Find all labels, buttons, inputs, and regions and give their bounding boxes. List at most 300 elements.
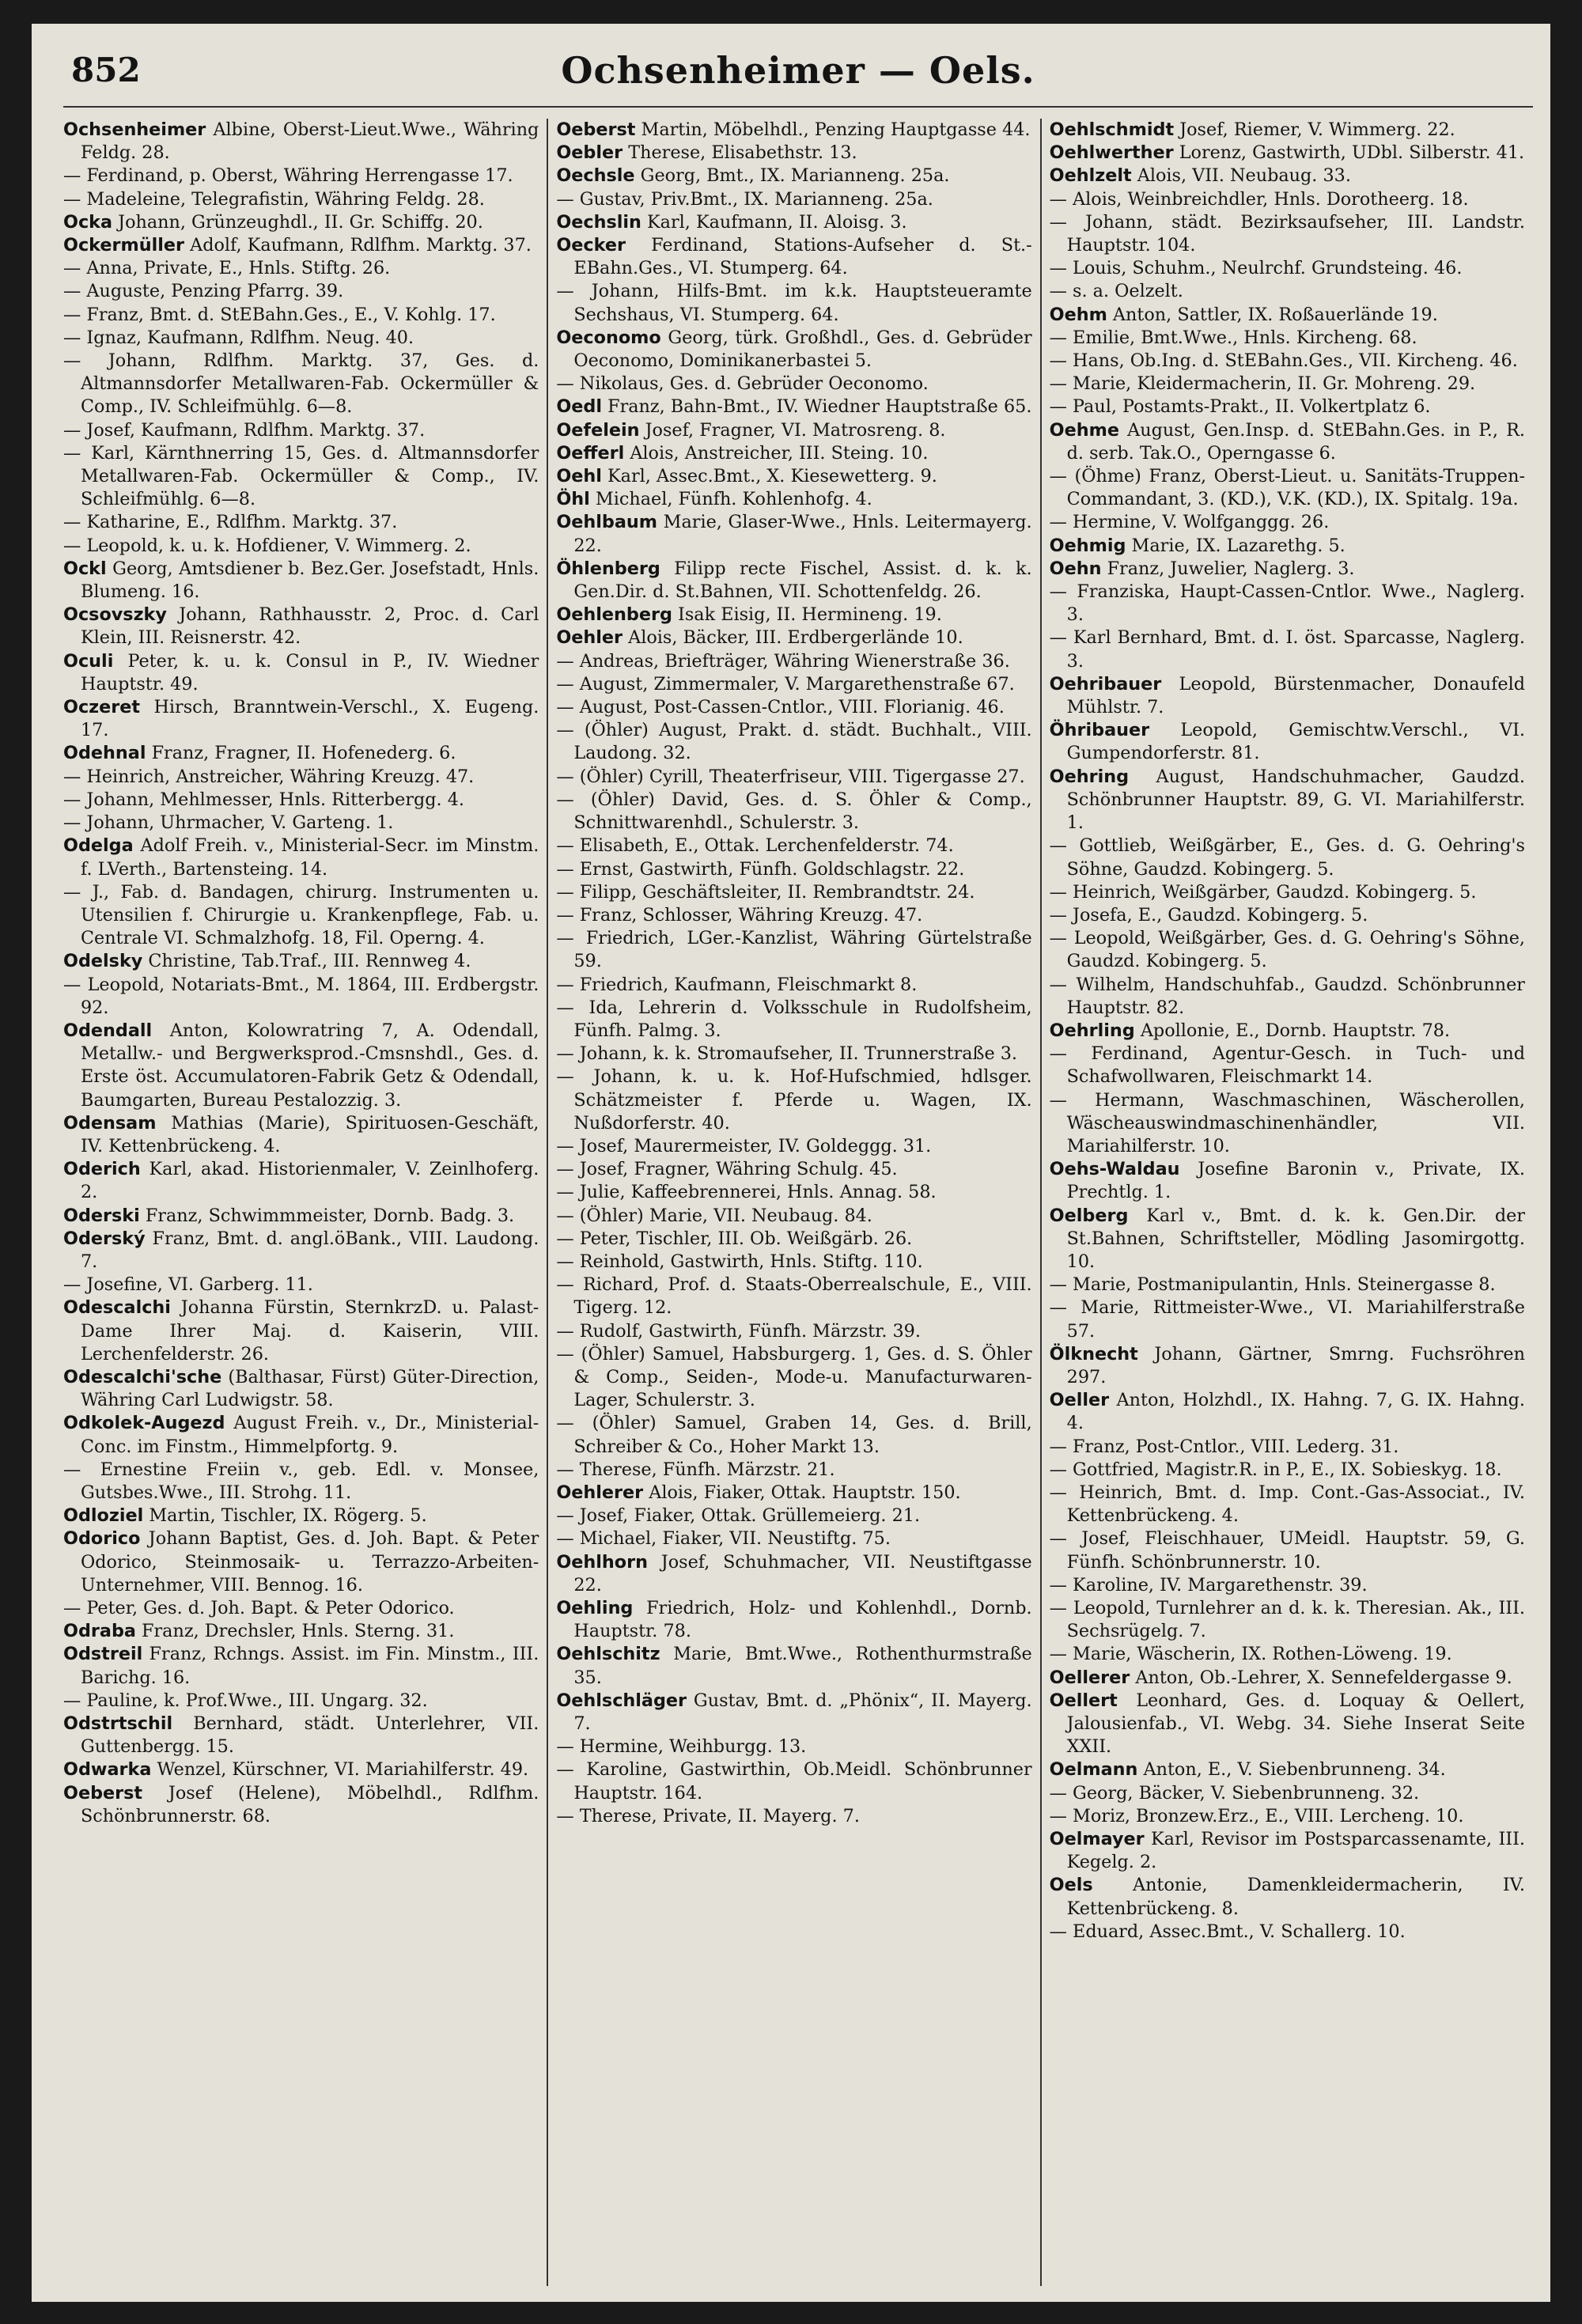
directory-entry [556, 1527, 1031, 1550]
entry-surname: Odehnal [63, 743, 146, 764]
entry-surname: Oeconomo [556, 327, 661, 348]
directory-entry [63, 1020, 539, 1112]
entry-details: Gustav, Bmt. d. „Phönix“, II. Mayerg. 7. [573, 1690, 1032, 1735]
entry-surname: Öhribauer [1049, 720, 1150, 741]
directory-entry [1050, 119, 1525, 142]
directory-entry [1050, 1389, 1525, 1435]
directory-entry [63, 812, 539, 835]
directory-entry [63, 1643, 539, 1689]
entry-surname: Oecker [556, 235, 626, 256]
entry-details: — Josef, Fleischhauer, UMeidl. Hauptstr. 59, G. Fünfh. Schönbrunnerstr. 10. [1049, 1528, 1525, 1573]
columns [63, 119, 1533, 2286]
directory-entry [556, 997, 1031, 1043]
entry-details: — Andreas, Briefträger, Währing Wienerstraße 36. [556, 650, 1010, 672]
entry-details: August, Gen.Insp. d. StEBahn.Ges. in P., R. d. serb. Tak.O., Operngasse 6. [1066, 419, 1525, 464]
entry-details: — Franz, Schlosser, Währing Kreuzg. 47. [556, 904, 923, 925]
entry-surname: Oehn [1049, 558, 1102, 579]
entry-details: — Hans, Ob.Ing. d. StEBahn.Ges., VII. Kircheng. 46. [1049, 350, 1518, 372]
entry-details: Georg, Amtsdiener b. Bez.Ger. Josefstadt, Hnls. Blumeng. 16. [81, 558, 539, 603]
entry-details: — Richard, Prof. d. Staats-Oberrealschule, E., VIII. Tigerg. 12. [556, 1274, 1032, 1319]
entry-details: — Friedrich, Kaufmann, Fleischmarkt 8. [556, 974, 918, 995]
entry-details: August Freih. v., Dr., Ministerial-Conc. im Finstm., Himmelpfortg. 9. [81, 1413, 539, 1457]
entry-details: Josefine Baronin v., Private, IX. Prechtlg. 1. [1066, 1159, 1525, 1203]
entry-details: — J., Fab. d. Bandagen, chirurg. Instrumenten u. Utensilien f. Chirurgie u. Krankenpflege, Fab. u. Centrale VI. Schmalzhofg. 18, Fil. Operng. 4. [63, 881, 539, 949]
directory-entry [556, 1343, 1031, 1413]
directory-entry [63, 1620, 539, 1643]
entry-details: Josef, Fragner, VI. Matrosreng. 8. [639, 419, 946, 441]
entry-surname: Odstrtschil [63, 1713, 173, 1735]
page-number: 852 [71, 51, 141, 89]
directory-entry [1050, 1459, 1525, 1482]
directory-entry [63, 1296, 539, 1366]
entry-surname: Oehribauer [1049, 673, 1162, 695]
directory-entry [556, 1505, 1031, 1527]
entry-details: — Marie, Wäscherin, IX. Rothen-Löweng. 19. [1049, 1644, 1452, 1665]
entry-surname: Oehring [1049, 766, 1130, 787]
entry-surname: Oehlschmidt [1049, 119, 1175, 140]
entry-surname: Odelga [63, 835, 134, 857]
entry-surname: Oels [1049, 1875, 1093, 1896]
entry-details: Franz, Fragner, II. Hofenederg. 6. [146, 743, 456, 764]
entry-details: Anton, Ob.-Lehrer, X. Sennefeldergasse 9. [1130, 1667, 1512, 1688]
directory-entry [556, 327, 1031, 373]
entry-details: Johanna Fürstin, SternkrzD. u. Palast-Dame Ihrer Maj. d. Kaiserin, VIII. Lerchenfelderstr. 26. [81, 1297, 539, 1364]
entry-surname: Oderich [63, 1159, 141, 1180]
entry-surname: Oeller [1049, 1390, 1110, 1411]
directory-entry [556, 419, 1031, 442]
directory-entry [556, 1690, 1031, 1735]
entry-details: Friedrich, Holz- und Kohlenhdl., Dornb. Hauptstr. 78. [573, 1598, 1032, 1642]
entry-details: Marie, IX. Lazarethg. 5. [1126, 535, 1345, 556]
entry-surname: Oehm [1049, 304, 1107, 325]
directory-entry [556, 626, 1031, 649]
directory-entry [556, 465, 1031, 488]
entry-details: — s. a. Oelzelt. [1049, 281, 1183, 302]
directory-entry [556, 974, 1031, 997]
directory-entry [1050, 1643, 1525, 1666]
directory-entry [63, 604, 539, 649]
entry-details: Isak Eisig, II. Hermineng. 19. [672, 604, 942, 626]
directory-entry [1050, 465, 1525, 511]
entry-surname: Oehling [556, 1598, 634, 1618]
directory-entry [556, 789, 1031, 835]
entry-details: Hirsch, Branntwein-Verschl., X. Eugeng. 17. [81, 697, 539, 741]
entry-details: — Heinrich, Anstreicher, Währing Kreuzg. 47. [63, 766, 475, 787]
entry-surname: Odendall [63, 1020, 153, 1041]
directory-entry [1050, 626, 1525, 672]
entry-details: — Heinrich, Weißgärber, Gaudzd. Kobingerg. 5. [1049, 881, 1477, 903]
directory-entry [63, 766, 539, 789]
entry-details: Johann Baptist, Ges. d. Joh. Bapt. & Peter Odorico, Steinmosaik- u. Terrazzo-Arbeiten-Unternehmer, VIII. Bennog. 16. [81, 1528, 539, 1595]
entry-surname: Oefferl [556, 442, 625, 464]
entry-details: — Paul, Postamts-Prakt., II. Volkertplatz 6. [1049, 396, 1431, 418]
entry-details: — Johann, Hilfs-Bmt. im k.k. Hauptsteueramte Sechshaus, VI. Stumperg. 64. [556, 281, 1032, 325]
entry-surname: Odraba [63, 1621, 136, 1642]
entry-surname: Öhl [556, 489, 590, 510]
entry-details: — Josef, Fragner, Währing Schulg. 45. [556, 1159, 898, 1180]
entry-details: — Leopold, k. u. k. Hofdiener, V. Wimmerg. 2. [63, 535, 471, 556]
entry-surname: Öhlenberg [556, 558, 660, 579]
directory-entry [63, 304, 539, 327]
directory-entry [556, 604, 1031, 626]
entry-details: — Franz, Bmt. d. StEBahn.Ges., E., V. Kohlg. 17. [63, 304, 496, 325]
directory-entry [63, 1690, 539, 1713]
entry-details: Franz, Rchngs. Assist. im Fin. Minstm., III. Barichg. 16. [81, 1644, 539, 1688]
entry-details: — Peter, Ges. d. Joh. Bapt. & Peter Odorico. [63, 1598, 455, 1618]
directory-entry [63, 119, 539, 165]
entry-details: — Johann, Uhrmacher, V. Garteng. 1. [63, 812, 394, 834]
directory-entry [556, 1158, 1031, 1181]
directory-entry [556, 1320, 1031, 1343]
directory-entry [63, 835, 539, 880]
directory-entry [63, 1713, 539, 1758]
directory-entry [63, 1505, 539, 1527]
directory-entry [556, 1043, 1031, 1065]
directory-entry [1050, 1574, 1525, 1597]
directory-entry [1050, 904, 1525, 927]
directory-entry [1050, 581, 1525, 626]
directory-entry [1050, 1921, 1525, 1944]
entry-details: — Hermine, V. Wolfganggg. 26. [1049, 512, 1330, 533]
entry-details: — Johann, k. k. Stromaufseher, II. Trunnerstraße 3. [556, 1043, 1017, 1065]
entry-details: — Katharine, E., Rdlfhm. Marktg. 37. [63, 512, 398, 533]
entry-details: — Rudolf, Gastwirth, Fünfh. Märzstr. 39. [556, 1320, 921, 1342]
directory-entry [556, 650, 1031, 673]
entry-details: (Balthasar, Fürst) Güter-Direction, Währing Carl Ludwigstr. 58. [81, 1366, 539, 1411]
directory-page [32, 24, 1550, 2302]
directory-entry [556, 1643, 1031, 1689]
entry-details: Anton, Kolowratring 7, A. Odendall, Metallw.- und Bergwerksprod.-Cmsnshdl., Ges. d. Erste öst. Accumulatoren-Fabrik Getz & Odendall, Baumgarten, Bureau Pestalozzig. 3. [81, 1020, 539, 1111]
directory-entry [1050, 1482, 1525, 1527]
entry-details: — Hermine, Weihburgg. 13. [556, 1736, 807, 1758]
entry-details: Franz, Bmt. d. angl.öBank., VIII. Laudong. 7. [81, 1228, 539, 1272]
entry-details: — Ignaz, Kaufmann, Rdlfhm. Neug. 40. [63, 327, 414, 348]
entry-details: — Johann, k. u. k. Hof-Hufschmied, hdlsger. Schätzmeister f. Pferde u. Wagen, IX. Nußdorferstr. 40. [556, 1066, 1032, 1134]
entry-details: Apollonie, E., Dornb. Hauptstr. 78. [1134, 1020, 1451, 1041]
directory-entry [1050, 835, 1525, 880]
directory-entry [63, 165, 539, 187]
entry-details: Adolf, Kaufmann, Rdlfhm. Marktg. 37. [184, 235, 532, 256]
entry-surname: Ochsenheimer [63, 119, 206, 140]
directory-entry [1050, 719, 1525, 765]
directory-entry [556, 1065, 1031, 1135]
entry-details: — Leopold, Notariats-Bmt., M. 1864, III. Erdbergstr. 92. [63, 974, 539, 1018]
entry-surname: Oehs-Waldau [1049, 1159, 1180, 1180]
entry-surname: Oehlwerther [1049, 142, 1174, 164]
entry-details: — Alois, Weinbreichdler, Hnls. Dorotheerg. 18. [1049, 188, 1469, 210]
directory-entry [556, 442, 1031, 465]
directory-entry [63, 1366, 539, 1412]
directory-entry [1050, 1043, 1525, 1088]
entry-details: — Franz, Post-Cntlor., VIII. Lederg. 31. [1049, 1436, 1399, 1457]
entry-details: — (Öhler) Samuel, Graben 14, Ges. d. Brill, Schreiber & Co., Hoher Markt 13. [556, 1413, 1032, 1457]
directory-entry [556, 1482, 1031, 1505]
entry-details: — August, Post-Cassen-Cntlor., VIII. Florianig. 46. [556, 697, 1005, 718]
entry-details: — Marie, Postmanipulantin, Hnls. Steinergasse 8. [1049, 1274, 1496, 1296]
directory-entry [1050, 1089, 1525, 1159]
entry-details: — Friedrich, LGer.-Kanzlist, Währing Gürtelstraße 59. [556, 928, 1032, 972]
entry-surname: Oehlerer [556, 1482, 644, 1503]
entry-details: Johann, Rathhausstr. 2, Proc. d. Carl Klein, III. Reisnerstr. 42. [81, 604, 539, 649]
entry-surname: Odkolek-Augezd [63, 1413, 225, 1434]
directory-entry [63, 419, 539, 442]
entry-details: — Gottlieb, Weißgärber, E., Ges. d. G. Oehring's Söhne, Gaudzd. Kobingerg. 5. [1049, 835, 1525, 880]
directory-entry [556, 1758, 1031, 1804]
entry-details: — Julie, Kaffeebrennerei, Hnls. Annag. 58. [556, 1182, 937, 1203]
directory-entry [556, 835, 1031, 857]
directory-entry [1050, 881, 1525, 904]
directory-entry [556, 719, 1031, 765]
column-2 [547, 119, 1039, 2286]
entry-details: — Therese, Fünfh. Märzstr. 21. [556, 1459, 835, 1480]
entry-details: Franz, Juwelier, Naglerg. 3. [1101, 558, 1355, 579]
directory-entry [556, 673, 1031, 696]
directory-entry [1050, 211, 1525, 257]
entry-surname: Oderský [63, 1228, 146, 1249]
entry-details: — Johann, Rdlfhm. Marktg. 37, Ges. d. Altmannsdorfer Metallwaren-Fab. Ockermüller & Comp., IV. Schleifmühlg. 6—8. [63, 350, 539, 418]
directory-entry [63, 535, 539, 558]
directory-entry [63, 974, 539, 1020]
directory-entry [1050, 396, 1525, 418]
directory-entry [63, 1205, 539, 1228]
directory-entry [556, 142, 1031, 165]
entry-details: Alois, Fiaker, Ottak. Hauptstr. 150. [643, 1482, 961, 1503]
entry-details: — Johann, städt. Bezirksaufseher, III. Landstr. Hauptstr. 104. [1049, 211, 1525, 256]
directory-entry [1050, 1805, 1525, 1828]
directory-entry [63, 789, 539, 812]
entry-surname: Oehmig [1049, 535, 1126, 556]
entry-details: — Marie, Rittmeister-Wwe., VI. Mariahilferstraße 57. [1049, 1297, 1525, 1342]
directory-entry [63, 1112, 539, 1158]
entry-details: Karl, akad. Historienmaler, V. Zeinlhoferg. 2. [81, 1159, 539, 1203]
directory-entry [1050, 1667, 1525, 1690]
directory-entry [1050, 1828, 1525, 1874]
entry-details: Bernhard, städt. Unterlehrer, VII. Guttenbergg. 15. [81, 1713, 539, 1758]
entry-details: — Therese, Private, II. Mayerg. 7. [556, 1805, 860, 1826]
directory-entry [63, 881, 539, 951]
entry-details: Josef, Riemer, V. Wimmerg. 22. [1174, 119, 1455, 140]
entry-surname: Oechsle [556, 165, 635, 187]
directory-entry [63, 1412, 539, 1458]
entry-details: — Josef, Maurermeister, IV. Goldeggg. 31. [556, 1135, 932, 1156]
entry-details: — Nikolaus, Ges. d. Gebrüder Oeconomo. [556, 373, 929, 395]
directory-entry [556, 881, 1031, 904]
entry-surname: Oebler [556, 142, 623, 164]
directory-entry [556, 373, 1031, 396]
entry-details: Ferdinand, Stations-Aufseher d. St.-EBahn.Ges., VI. Stumperg. 64. [573, 235, 1032, 279]
directory-entry [1050, 1874, 1525, 1920]
directory-entry [63, 1158, 539, 1204]
page-header [63, 38, 1533, 108]
directory-entry [556, 165, 1031, 187]
entry-details: Therese, Elisabethstr. 13. [623, 142, 857, 164]
entry-details: — Ferdinand, Agentur-Gesch. in Tuch- und Schafwollwaren, Fleischmarkt 14. [1049, 1043, 1525, 1088]
entry-details: Alois, VII. Neubaug. 33. [1131, 165, 1351, 187]
directory-entry [1050, 1527, 1525, 1573]
entry-details: Franz, Schwimmmeister, Dornb. Badg. 3. [139, 1205, 515, 1226]
directory-entry [1050, 327, 1525, 350]
directory-entry [63, 1459, 539, 1505]
directory-entry [556, 211, 1031, 234]
entry-details: — Josef, Fiaker, Ottak. Grüllemeierg. 21. [556, 1505, 921, 1527]
directory-entry [556, 1412, 1031, 1458]
entry-surname: Odwarka [63, 1759, 152, 1781]
entry-details: Johann, Grünzeughdl., II. Gr. Schiffg. 20. [112, 211, 483, 233]
entry-surname: Oechslin [556, 211, 642, 233]
entry-details: — Franziska, Haupt-Cassen-Cntlor. Wwe., Naglerg. 3. [1049, 581, 1525, 626]
entry-surname: Oehler [556, 627, 623, 649]
directory-entry [556, 1181, 1031, 1204]
entry-details: Josef, Schuhmacher, VII. Neustiftgasse 22. [573, 1551, 1032, 1595]
directory-entry [63, 1758, 539, 1781]
entry-details: Michael, Fünfh. Kohlenhofg. 4. [589, 489, 872, 510]
entry-surname: Ockermüller [63, 235, 185, 256]
entry-details: — Ernestine Freiin v., geb. Edl. v. Monsee, Gutsbes.Wwe., III. Strohg. 11. [63, 1459, 539, 1503]
directory-entry [556, 511, 1031, 557]
entry-details: Anton, Sattler, IX. Roßauerlände 19. [1107, 304, 1438, 325]
directory-entry [63, 257, 539, 280]
directory-entry [556, 1805, 1031, 1828]
directory-entry [1050, 1782, 1525, 1805]
directory-entry [556, 119, 1031, 142]
directory-entry [1050, 419, 1525, 465]
entry-details: Wenzel, Kürschner, VI. Mariahilferstr. 49. [151, 1759, 529, 1781]
entry-details: — (Öhler) Cyrill, Theaterfriseur, VIII. Tigergasse 27. [556, 766, 1025, 787]
entry-surname: Oehlzelt [1049, 165, 1132, 187]
entry-surname: Oeberst [556, 119, 636, 140]
directory-entry [556, 1274, 1031, 1319]
directory-entry [1050, 511, 1525, 534]
entry-details: Albine, Oberst-Lieut.Wwe., Währing Feldg. 28. [81, 119, 539, 164]
entry-details: — (Öhler) August, Prakt. d. städt. Buchhalt., VIII. Laudong. 32. [556, 720, 1032, 764]
entry-details: — Emilie, Bmt.Wwe., Hnls. Kircheng. 68. [1049, 327, 1417, 348]
directory-entry [63, 188, 539, 211]
entry-details: — Gottfried, Magistr.R. in P., E., IX. Sobieskyg. 18. [1049, 1459, 1502, 1480]
entry-details: — Josef, Kaufmann, Rdlfhm. Marktg. 37. [63, 419, 426, 441]
entry-details: — Karl, Kärnthnerring 15, Ges. d. Altmannsdorfer Metallwaren-Fab. Ockermüller & Comp., IV. Schleifmühlg. 6—8. [63, 442, 539, 510]
entry-surname: Oderski [63, 1205, 140, 1226]
entry-details: — Georg, Bäcker, V. Siebenbrunneng. 32. [1049, 1782, 1420, 1804]
directory-entry [1050, 304, 1525, 327]
entry-details: — (Öhler) Samuel, Habsburgerg. 1, Ges. d. S. Öhler & Comp., Seiden-, Mode-u. Manufacturwaren-Lager, Schulerstr. 3. [556, 1343, 1032, 1411]
directory-entry [556, 927, 1031, 973]
entry-details: Marie, Glaser-Wwe., Hnls. Leitermayerg. 22. [573, 512, 1032, 556]
directory-entry [1050, 1205, 1525, 1274]
directory-entry [556, 1251, 1031, 1274]
entry-surname: Odensam [63, 1112, 157, 1134]
directory-entry [1050, 188, 1525, 211]
entry-details: — (Öhler) Marie, VII. Neubaug. 84. [556, 1205, 872, 1226]
entry-surname: Ocka [63, 211, 113, 233]
directory-entry [1050, 766, 1525, 835]
entry-details: — Reinhold, Gastwirth, Hnls. Stiftg. 110. [556, 1251, 923, 1272]
directory-entry [1050, 1597, 1525, 1643]
entry-details: Christine, Tab.Traf., III. Rennweg 4. [142, 951, 471, 972]
entry-details: — Filipp, Geschäftsleiter, II. Rembrandtstr. 24. [556, 881, 975, 903]
directory-entry [556, 904, 1031, 927]
entry-surname: Odelsky [63, 951, 143, 972]
entry-details: — Leopold, Turnlehrer an d. k. k. Theresian. Ak., III. Sechsrügelg. 7. [1049, 1598, 1525, 1642]
entry-details: Georg, Bmt., IX. Marianneng. 25a. [634, 165, 950, 187]
directory-entry [556, 1551, 1031, 1597]
directory-entry [1050, 1296, 1525, 1342]
entry-details: — Moriz, Bronzew.Erz., E., VIII. Lercheng. 10. [1049, 1805, 1464, 1826]
entry-details: — Anna, Private, E., Hnls. Stiftg. 26. [63, 258, 391, 279]
directory-entry [556, 1459, 1031, 1482]
entry-surname: Oehlhorn [556, 1551, 648, 1573]
entry-details: Anton, Holzhdl., IX. Hahng. 7, G. IX. Hahng. 4. [1066, 1390, 1525, 1434]
entry-details: Alois, Anstreicher, III. Steing. 10. [624, 442, 929, 464]
entry-surname: Oedl [556, 396, 603, 418]
directory-entry [1050, 373, 1525, 396]
entry-details: Peter, k. u. k. Consul in P., IV. Wiedner Hauptstr. 49. [81, 650, 539, 695]
directory-entry [1050, 280, 1525, 303]
directory-entry [556, 558, 1031, 604]
directory-entry [1050, 1343, 1525, 1389]
entry-details: — Hermann, Waschmaschinen, Wäscherollen, Wäscheauswindmaschinenhändler, VII. Mariahilferstr. 10. [1049, 1089, 1525, 1156]
directory-entry [556, 696, 1031, 719]
entry-details: Franz, Drechsler, Hnls. Sterng. 31. [135, 1621, 455, 1642]
directory-entry [63, 280, 539, 303]
directory-entry [1050, 535, 1525, 558]
entry-details: Marie, Bmt.Wwe., Rothenthurmstraße 35. [573, 1644, 1032, 1688]
entry-details: — (Öhler) David, Ges. d. S. Öhler & Comp., Schnittwarenhdl., Schulerstr. 3. [556, 789, 1032, 834]
entry-surname: Oehlbaum [556, 512, 658, 533]
entry-surname: Oehl [556, 466, 602, 487]
directory-entry [556, 1735, 1031, 1758]
entry-details: — Ferdinand, p. Oberst, Währing Herrengasse 17. [63, 165, 513, 187]
directory-entry [1050, 673, 1525, 719]
entry-surname: Oehlenberg [556, 604, 672, 626]
directory-entry [63, 327, 539, 350]
entry-details: — Michael, Fiaker, VII. Neustiftg. 75. [556, 1528, 891, 1550]
directory-entry [63, 1274, 539, 1296]
entry-details: Martin, Tischler, IX. Rögerg. 5. [143, 1505, 427, 1527]
directory-entry [63, 211, 539, 234]
directory-entry [63, 650, 539, 696]
entry-surname: Oelmayer [1049, 1829, 1145, 1850]
entry-surname: Oehme [1049, 419, 1119, 441]
directory-entry [1050, 1020, 1525, 1043]
directory-entry [1050, 257, 1525, 280]
running-title: Ochsenheimer — Oels. [561, 49, 1035, 92]
entry-details: Karl, Assec.Bmt., X. Kiesewetterg. 9. [601, 466, 937, 487]
entry-details: — Eduard, Assec.Bmt., V. Schallerg. 10. [1049, 1921, 1406, 1942]
directory-entry [556, 1135, 1031, 1158]
directory-entry [556, 1228, 1031, 1251]
entry-details: — Madeleine, Telegrafistin, Währing Feldg. 28. [63, 188, 485, 210]
entry-details: — (Öhme) Franz, Oberst-Lieut. u. Sanitäts-Truppen-Commandant, 3. (KD.), V.K. (KD.), IX. Spitalg. 19a. [1049, 466, 1525, 510]
entry-details: — Elisabeth, E., Ottak. Lerchenfelderstr. 74. [556, 835, 954, 857]
entry-surname: Oczeret [63, 697, 141, 718]
entry-surname: Oehlschitz [556, 1644, 660, 1665]
entry-surname: Odstreil [63, 1644, 143, 1665]
directory-entry [556, 1597, 1031, 1643]
entry-details: Martin, Möbelhdl., Penzing Hauptgasse 44. [635, 119, 1031, 140]
entry-details: — Peter, Tischler, III. Ob. Weißgärb. 26. [556, 1228, 913, 1249]
directory-entry [1050, 974, 1525, 1020]
entry-surname: Odloziel [63, 1505, 144, 1527]
entry-surname: Ölknecht [1049, 1343, 1138, 1364]
directory-entry [1050, 165, 1525, 187]
entry-details: — Heinrich, Bmt. d. Imp. Cont.-Gas-Associat., IV. Kettenbrückeng. 4. [1049, 1482, 1525, 1527]
directory-entry [1050, 142, 1525, 165]
entry-surname: Odorico [63, 1528, 141, 1550]
directory-entry [63, 696, 539, 742]
entry-details: Lorenz, Gastwirth, UDbl. Silberstr. 41. [1173, 142, 1525, 164]
directory-entry [556, 280, 1031, 326]
entry-details: — Josefa, E., Gaudzd. Kobingerg. 5. [1049, 904, 1368, 925]
